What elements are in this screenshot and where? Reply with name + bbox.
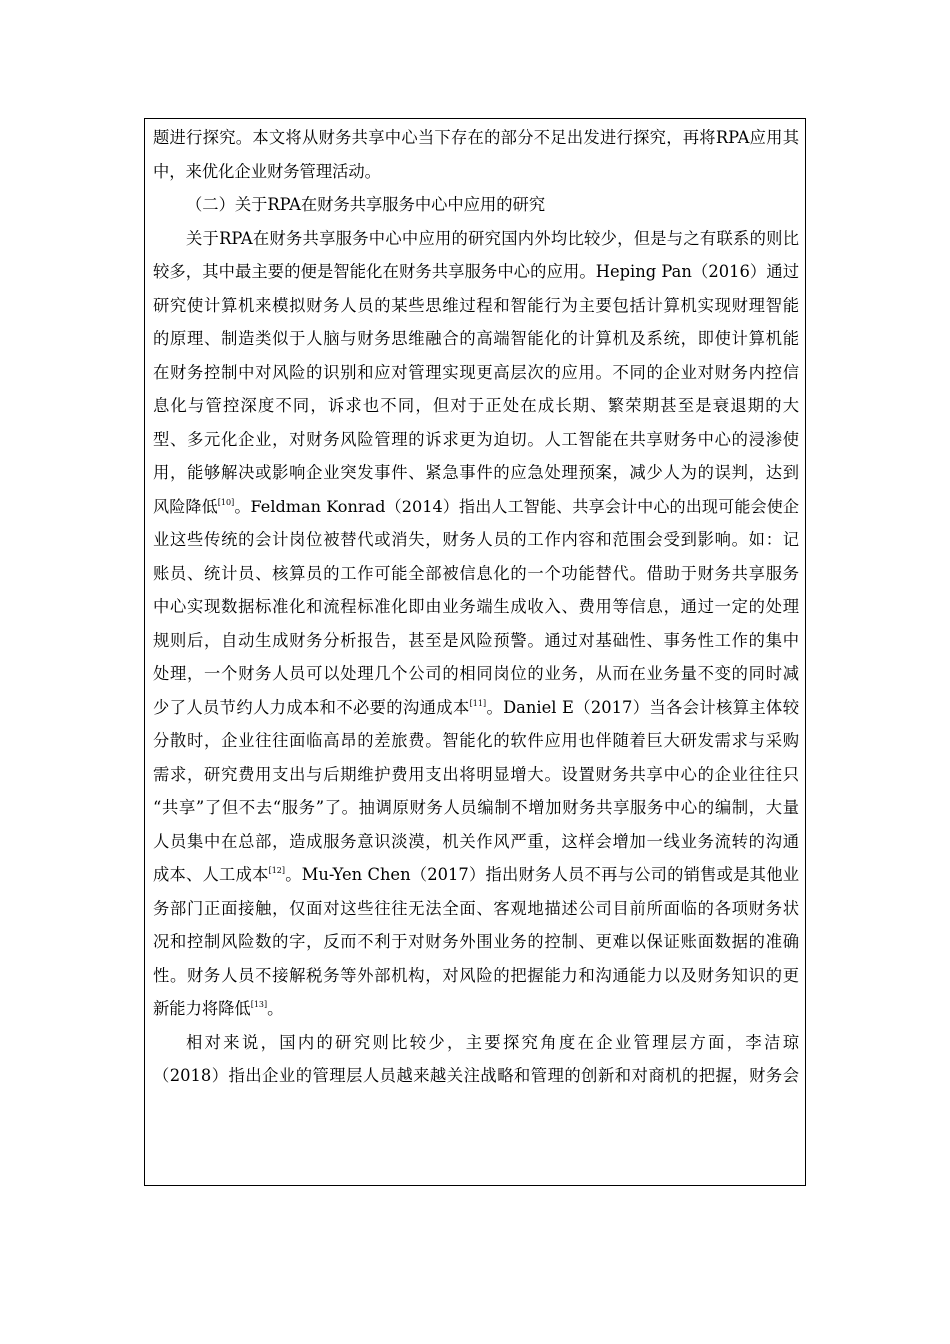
text-line: 中，来优化企业财务管理活动。: [153, 161, 381, 181]
text-line: 研究使计算机来模拟财务人员的某些思维过程和智能行为主要包括计算机实现财理智能: [153, 295, 799, 315]
text-line-with-citation: [153, 490, 799, 524]
text-line: 况和控制风险数的字，反而不利于对财务外围业务的控制、更难以保证账面数据的准确: [153, 932, 799, 951]
text-segment: 。: [267, 999, 284, 1018]
text-line: “共享”了但不去“服务”了。抽调原财务人员编制不增加财务共享服务中心的编制，大量: [153, 798, 799, 817]
section-heading: （二）关于RPA在财务共享服务中心中应用的研究: [186, 195, 546, 214]
text-line: 账员、统计员、核算员的工作可能全部被信息化的一个功能替代。借助于财务共享服务: [153, 563, 799, 583]
text-line: 性。财务人员不接解税务等外部机构，对风险的把握能力和沟通能力以及财务知识的更: [153, 965, 799, 985]
text-line: 中心实现数据标准化和流程标准化即由业务端生成收入、费用等信息，通过一定的处理: [153, 597, 799, 616]
text-line: 的原理、制造类似于人脑与财务思维融合的高端智能化的计算机及系统，即使计算机能: [153, 329, 799, 348]
text-segment: 。Mu-Yen Chen（2017）指出财务人员不再与公司的销售或是其他业: [285, 865, 799, 884]
citation-ref: [11]: [469, 698, 487, 708]
citation-ref: [10]: [217, 497, 235, 507]
text-line: 需求，研究费用支出与后期维护费用支出将明显增大。设置财务共享中心的企业往往只: [153, 764, 799, 784]
text-line-with-citation: [153, 992, 799, 1026]
text-segment: 。Daniel E（2017）当各会计核算主体较: [486, 697, 799, 717]
citation-ref: [12]: [268, 866, 286, 875]
text-line: 关于RPA在财务共享服务中心中应用的研究国内外均比较少，但是与之有联系的则比: [186, 228, 799, 248]
text-segment: 少了人员节约人力成本和不必要的沟通成本: [153, 697, 470, 717]
text-segment: 风险降低: [153, 496, 218, 516]
text-line-with-citation: [153, 691, 799, 725]
text-segment: 新能力将降低: [153, 999, 251, 1018]
text-segment: 成本、人工成本: [153, 865, 269, 884]
text-line: 息化与管控深度不同，诉求也不同，但对于正处在成长期、繁荣期甚至是衰退期的大: [153, 396, 799, 415]
citation-ref: [13]: [250, 1000, 268, 1009]
text-line: 业这些传统的会计岗位被替代或消失，财务人员的工作内容和范围会受到影响。如：记: [153, 530, 799, 549]
text-line: 处理，一个财务人员可以处理几个公司的相同岗位的业务，从而在业务量不变的同时减: [153, 664, 799, 683]
text-line: 在财务控制中对风险的识别和应对管理实现更高层次的应用。不同的企业对财务内控信: [153, 362, 799, 382]
text-line: 较多，其中最主要的便是智能化在财务共享服务中心的应用。Heping Pan（2016）通过: [153, 262, 799, 281]
text-line: 用，能够解决或影响企业突发事件、紧急事件的应急处理预案，减少人为的误判，达到: [153, 463, 799, 482]
text-line: 型、多元化企业，对财务风险管理的诉求更为迫切。人工智能在共享财务中心的浸渗使: [153, 429, 799, 449]
text-line: 人员集中在总部，造成服务意识淡漠，机关作风严重，这样会增加一线业务流转的沟通: [153, 831, 799, 851]
document-body: [153, 121, 799, 1093]
text-line: 题进行探究。本文将从财务共享中心当下存在的部分不足出发进行探究，再将RPA应用其: [153, 128, 799, 147]
text-line: 规则后，自动生成财务分析报告，甚至是风险预警。通过对基础性、事务性工作的集中: [153, 630, 799, 650]
text-line: 分散时，企业往往面临高昂的差旅费。智能化的软件应用也伴随着巨大研发需求与采购: [153, 731, 799, 750]
text-segment: 。Feldman Konrad（2014）指出人工智能、共享会计中心的出现可能会使企: [234, 496, 800, 516]
text-line: 相对来说，国内的研究则比较少，主要探究角度在企业管理层方面，李洁琼: [186, 1032, 799, 1052]
text-line: 务部门正面接触，仅面对这些往往无法全面、客观地描述公司目前所面临的各项财务状: [153, 898, 799, 918]
text-line-with-citation: [153, 858, 799, 892]
text-line: （2018）指出企业的管理层人员越来越关注战略和管理的创新和对商机的把握，财务会: [153, 1066, 799, 1085]
